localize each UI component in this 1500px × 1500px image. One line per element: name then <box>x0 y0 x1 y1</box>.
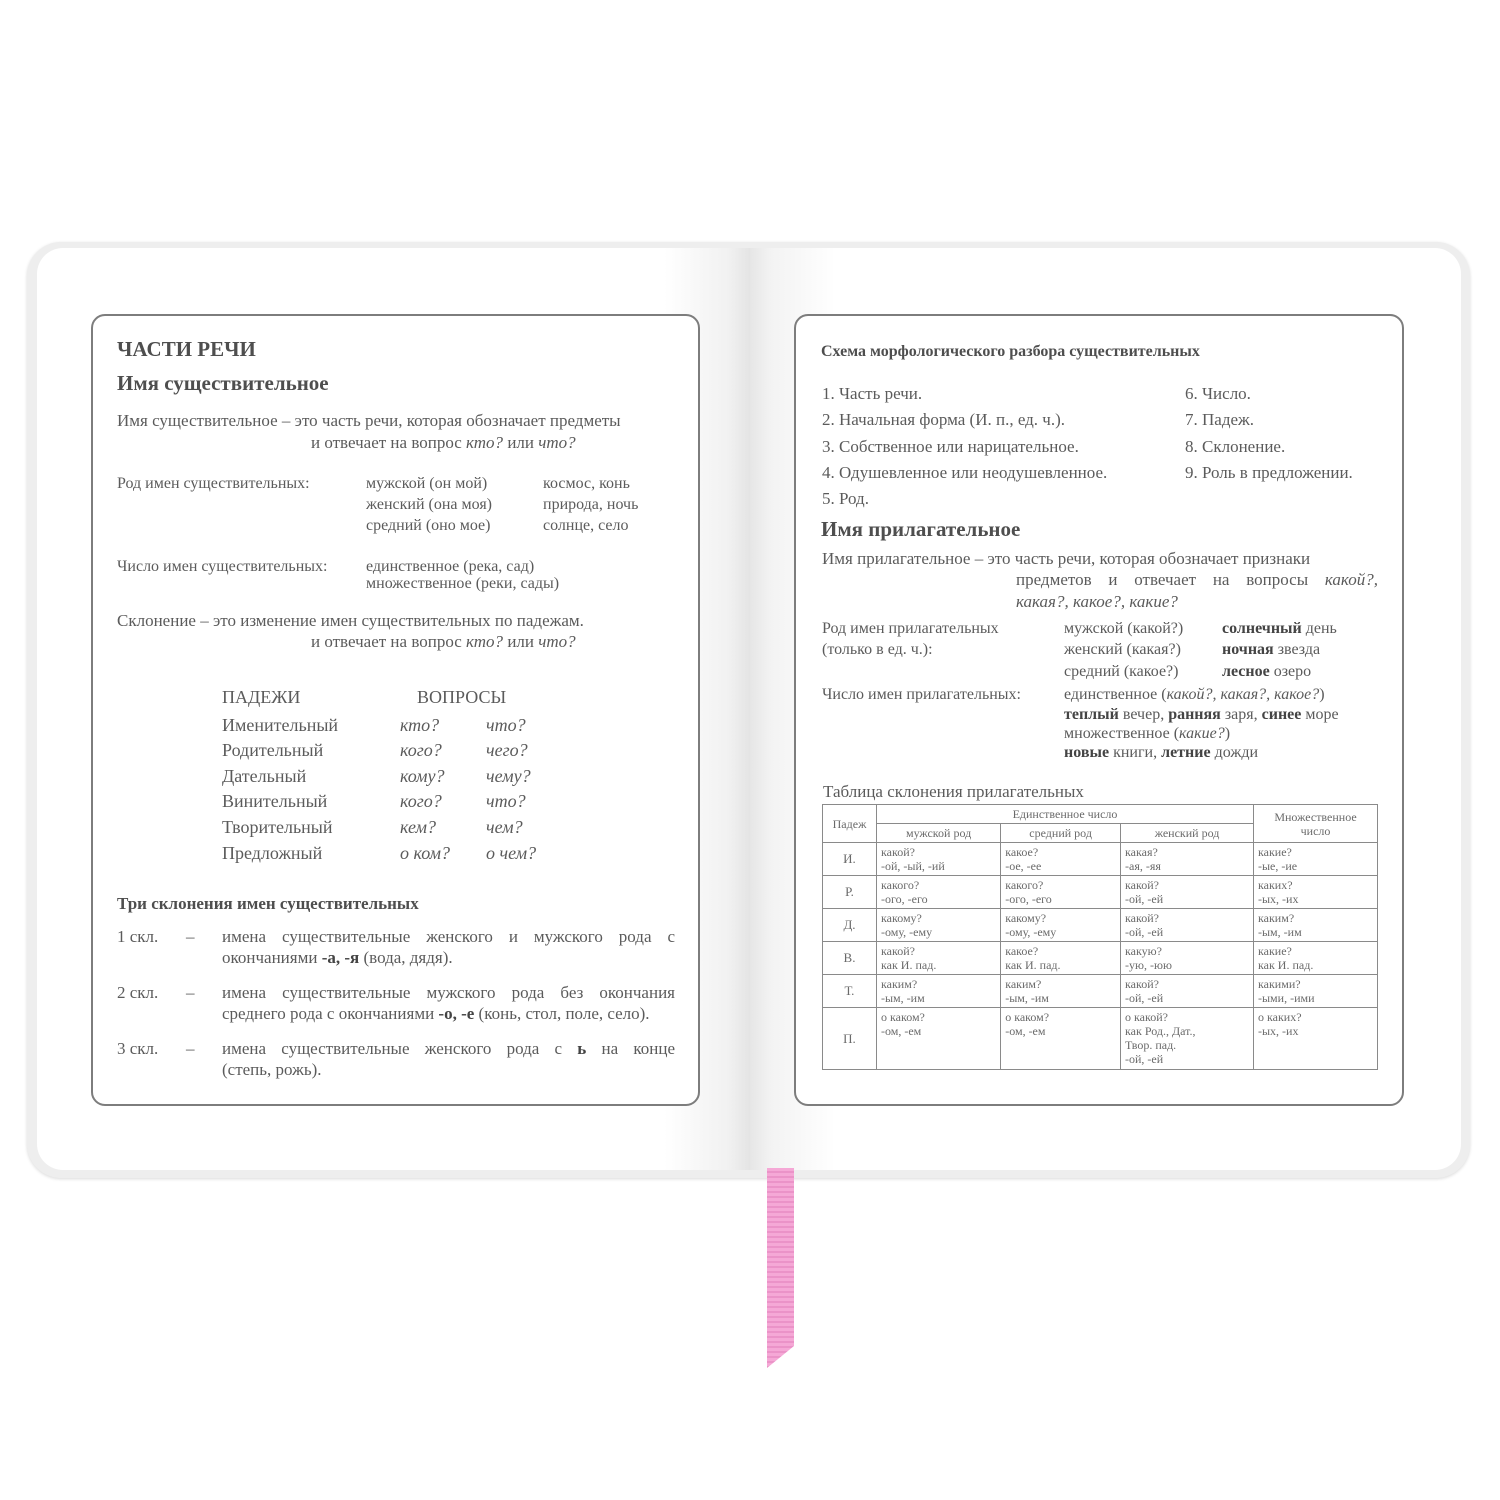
ending-cell <box>877 843 1001 876</box>
question-word: о каком? <box>1005 1010 1050 1024</box>
header-feminine: женский род <box>1121 824 1254 843</box>
question-word: какому? <box>881 911 922 925</box>
case-question: чему? <box>486 766 531 786</box>
ending-cell <box>1121 1008 1254 1070</box>
adjective-definition-line1: Имя прилагательное – это часть речи, которая обозначает признаки <box>822 549 1311 568</box>
question-word: каким? <box>1005 977 1042 991</box>
question-word: какие? <box>1258 944 1292 958</box>
adj-plural-examples: новые книги, летние дожди <box>1064 744 1259 761</box>
noun-number-label: Число имен существительных: <box>117 558 328 575</box>
noun-definition-line1: Имя существительное – это часть речи, которая обозначает предметы <box>117 411 621 430</box>
table-row <box>823 876 1378 909</box>
question-word: какого? <box>1005 878 1044 892</box>
adj-gender-m-example: солнечный день <box>1222 620 1337 637</box>
cases-header: ПАДЕЖИ <box>222 687 301 707</box>
scheme-item: 6. Число. <box>1185 384 1251 403</box>
question-word: какой? <box>1125 977 1159 991</box>
scheme-item: 5. Род. <box>822 489 869 508</box>
ending-cell <box>877 942 1001 975</box>
adj-gender-n-example: лесное озеро <box>1222 663 1312 680</box>
bookmark-ribbon[interactable] <box>767 1168 794 1368</box>
ending-cell <box>877 1008 1001 1070</box>
question-word: какому? <box>1005 911 1047 925</box>
declension-1-line2: окончаниями -а, -я (вода, дядя). <box>222 948 453 967</box>
gender-m: мужской (он мой) <box>366 475 488 492</box>
case-cell: Р. <box>823 876 877 909</box>
ending-cell <box>1001 876 1121 909</box>
gender-m-example: космос, конь <box>543 475 630 492</box>
header-singular: Единственное число <box>877 805 1254 824</box>
declension-2-label: 2 скл. <box>117 983 159 1002</box>
adj-gender-label-note: (только в ед. ч.): <box>822 641 933 658</box>
case-name: Творительный <box>222 817 333 837</box>
declension-2-line1: имена существительные мужского рода без окончания <box>222 983 675 1002</box>
declension-3-label: 3 скл. <box>117 1039 159 1058</box>
ending-cell <box>877 909 1001 942</box>
ending-text: как И. пад. <box>1005 958 1061 972</box>
case-name: Винительный <box>222 791 328 811</box>
case-question: кого? <box>400 791 442 811</box>
question-word: какой? <box>881 944 915 958</box>
gender-n-example: солнце, село <box>543 517 629 534</box>
dash: – <box>186 927 195 946</box>
ending-text: -ое, -ее <box>1005 859 1042 873</box>
question-word: каких? <box>1258 878 1293 892</box>
ending-cell <box>1121 975 1254 1008</box>
section-title: ЧАСТИ РЕЧИ <box>117 337 256 361</box>
case-name: Родительный <box>222 740 324 760</box>
adjective-declension-table <box>822 804 1378 1070</box>
table-row <box>823 975 1378 1008</box>
ending-cell <box>1254 942 1378 975</box>
noun-definition-line2: и отвечает на вопрос кто? или что? <box>311 433 576 452</box>
declension-1-line1: имена существительные женского и мужского рода с <box>222 927 675 946</box>
ending-cell <box>1001 843 1121 876</box>
table-body <box>823 843 1378 1070</box>
gender-f-example: природа, ночь <box>543 496 639 513</box>
adj-number-plural: множественное (какие?) <box>1064 725 1231 742</box>
question-word: какую? <box>1125 944 1162 958</box>
dash: – <box>186 983 195 1002</box>
ending-text: -ому, -ему <box>1005 925 1057 939</box>
case-name: Именительный <box>222 715 339 735</box>
ending-text: -ых, -их <box>1258 1024 1299 1038</box>
question-word: каким? <box>1258 911 1295 925</box>
ending-text: -ом, -ем <box>881 1024 922 1038</box>
dash: – <box>186 1039 195 1058</box>
scheme-item: 7. Падеж. <box>1185 410 1255 429</box>
scheme-item: 2. Начальная форма (И. п., ед. ч.). <box>822 410 1065 429</box>
number-plural: множественное (реки, сады) <box>366 575 560 592</box>
declension-3-line1: имена существительные женского рода с ь на конце <box>222 1039 675 1058</box>
question-word: какими? <box>1258 977 1301 991</box>
table-row <box>823 843 1378 876</box>
number-singular: единственное (река, сад) <box>366 558 535 575</box>
ending-text: -ого, -его <box>881 892 928 906</box>
adj-gender-m: мужской (какой?) <box>1064 620 1184 637</box>
gender-n: средний (оно мое) <box>366 517 491 534</box>
scheme-heading: Схема морфологического разбора существительных <box>821 343 1200 360</box>
ending-text: как Род., Дат., <box>1125 1024 1196 1038</box>
scheme-item: 4. Одушевленное или неодушевленное. <box>822 463 1108 482</box>
question-word: какое? <box>1005 944 1039 958</box>
question-word: о каком? <box>881 1010 925 1024</box>
case-question: чего? <box>486 740 528 760</box>
adj-singular-examples: теплый вечер, ранняя заря, синее море <box>1064 706 1339 723</box>
case-name: Предложный <box>222 843 323 863</box>
ending-text: -ой, -ей <box>1125 892 1164 906</box>
ending-text: -ые, -ие <box>1258 859 1298 873</box>
table-row <box>823 942 1378 975</box>
question-word: какая? <box>1125 845 1158 859</box>
ending-text: -ом, -ем <box>1005 1024 1046 1038</box>
ending-cell <box>877 876 1001 909</box>
ending-text: -ой, -ей <box>1125 991 1164 1005</box>
ending-text: -ой, -ей <box>1125 1052 1164 1066</box>
scheme-item: 8. Склонение. <box>1185 437 1286 456</box>
table-row <box>823 909 1378 942</box>
question-word: какие? <box>1258 845 1292 859</box>
ending-cell <box>1254 909 1378 942</box>
ending-text: -ой, -ый, -ий <box>881 859 945 873</box>
header-masculine: мужской род <box>877 824 1001 843</box>
question-word: какого? <box>881 878 920 892</box>
declension-definition-line1: Склонение – это изменение имен существительных по падежам. <box>117 611 584 630</box>
questions-header: ВОПРОСЫ <box>417 687 507 707</box>
declension-definition-line2: и отвечает на вопрос кто? или что? <box>311 632 576 651</box>
ending-cell <box>1001 942 1121 975</box>
ending-text: Твор. пад. <box>1125 1038 1177 1052</box>
case-question: кого? <box>400 740 442 760</box>
ending-cell <box>1121 909 1254 942</box>
question-word: какой? <box>1125 878 1159 892</box>
ending-cell <box>877 975 1001 1008</box>
ending-cell <box>1254 1008 1378 1070</box>
ending-text: -ыми, -ими <box>1258 991 1315 1005</box>
header-plural: Множественное число <box>1254 805 1378 843</box>
case-question: чем? <box>486 817 523 837</box>
ending-cell <box>1001 975 1121 1008</box>
question-word: о каких? <box>1258 1010 1302 1024</box>
scheme-item: 3. Собственное или нарицательное. <box>822 437 1079 456</box>
ending-cell <box>1254 876 1378 909</box>
ending-cell <box>1121 876 1254 909</box>
case-cell: Д. <box>823 909 877 942</box>
ending-text: -ому, -ему <box>881 925 933 939</box>
ending-text: как И. пад. <box>881 958 937 972</box>
adj-gender-n: средний (какое?) <box>1064 663 1179 680</box>
table-row <box>823 1008 1378 1070</box>
declension-3-line2: (степь, рожь). <box>222 1060 322 1079</box>
question-word: о какой? <box>1125 1010 1168 1024</box>
table-title: Таблица склонения прилагательных <box>823 782 1084 801</box>
ending-cell <box>1254 843 1378 876</box>
case-cell: П. <box>823 1008 877 1070</box>
noun-heading: Имя существительное <box>117 371 329 395</box>
ending-text: -ая, -яя <box>1125 859 1161 873</box>
ending-cell <box>1001 909 1121 942</box>
scheme-item: 9. Роль в предложении. <box>1185 463 1353 482</box>
question-word: какой? <box>881 845 915 859</box>
adjective-definition-line2: предметов и отвечает на вопросы какой?, <box>1016 570 1378 589</box>
declension-1-label: 1 скл. <box>117 927 159 946</box>
header-case: Падеж <box>823 805 877 843</box>
adj-gender-label: Род имен прилагательных <box>822 620 999 637</box>
header-neuter: средний род <box>1001 824 1121 843</box>
question-word: каким? <box>881 977 918 991</box>
scheme-item: 1. Часть речи. <box>822 384 923 403</box>
case-question: что? <box>486 715 526 735</box>
ending-text: -ой, -ей <box>1125 925 1164 939</box>
question-word: какое? <box>1005 845 1039 859</box>
case-question: кем? <box>400 817 436 837</box>
three-declensions-heading: Три склонения имен существительных <box>117 894 419 913</box>
adj-number-singular: единственное (какой?, какая?, какое?) <box>1064 686 1325 703</box>
adjective-heading: Имя прилагательное <box>821 517 1021 541</box>
case-name: Дательный <box>222 766 307 786</box>
case-question: о ком? <box>400 843 451 863</box>
adjective-definition-line3: какая?, какое?, какие? <box>1016 592 1178 611</box>
case-question: что? <box>486 791 526 811</box>
case-question: о чем? <box>486 843 537 863</box>
table-header-row <box>823 805 1378 824</box>
ending-text: -ым, -им <box>1258 925 1302 939</box>
adj-gender-f-example: ночная звезда <box>1222 641 1321 658</box>
case-cell: И. <box>823 843 877 876</box>
ending-text: -ых, -их <box>1258 892 1299 906</box>
case-question: кто? <box>400 715 440 735</box>
adj-gender-f: женский (какая?) <box>1064 641 1181 658</box>
ending-cell <box>1121 843 1254 876</box>
question-word: какой? <box>1125 911 1159 925</box>
ending-text: -ую, -юю <box>1125 958 1172 972</box>
ending-cell <box>1001 1008 1121 1070</box>
ending-text: -ым, -им <box>1005 991 1049 1005</box>
case-cell: Т. <box>823 975 877 1008</box>
ending-text: как И. пад. <box>1258 958 1314 972</box>
case-question: кому? <box>400 766 445 786</box>
ending-text: -ого, -его <box>1005 892 1052 906</box>
gender-f: женский (она моя) <box>366 496 493 513</box>
noun-gender-label: Род имен существительных: <box>117 475 310 492</box>
declension-2-line2: среднего рода с окончаниями -о, -е (конь, стол, поле, село). <box>222 1004 650 1023</box>
ending-cell <box>1121 942 1254 975</box>
ending-text: -ым, -им <box>881 991 925 1005</box>
adj-number-label: Число имен прилагательных: <box>822 686 1021 703</box>
ending-cell <box>1254 975 1378 1008</box>
case-cell: В. <box>823 942 877 975</box>
